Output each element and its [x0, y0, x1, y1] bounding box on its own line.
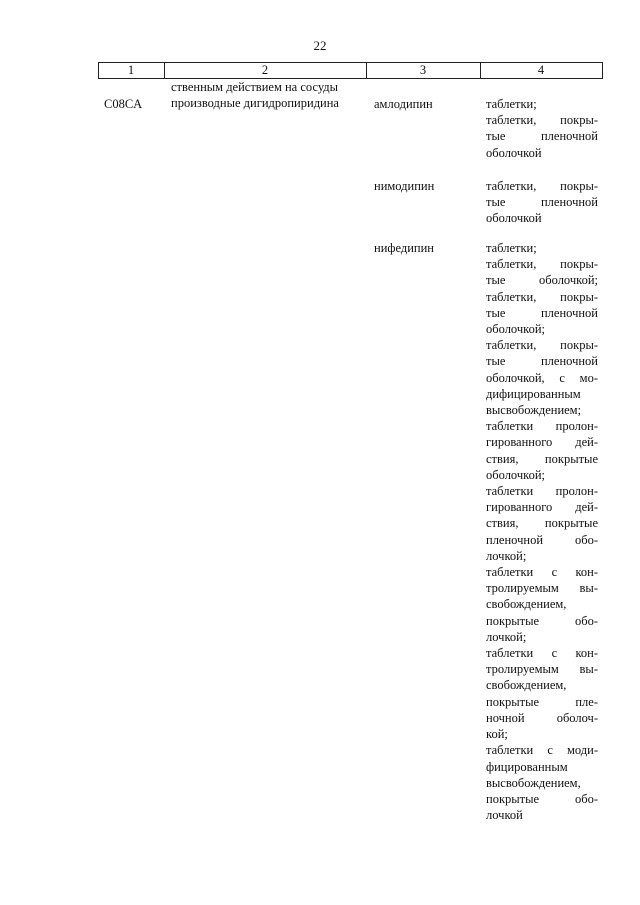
drug-name-nimodipine: нимодипин: [374, 179, 435, 193]
dosage-form-line: таблетки, покры-: [486, 113, 598, 128]
dosage-form-line: покрытые пле-: [486, 694, 598, 709]
dosage-form-line: лочкой: [486, 808, 523, 823]
atc-code: C08CA: [104, 97, 143, 111]
dosage-form-line: высвобождением,: [486, 775, 581, 790]
dosage-form-line: тролируемым вы-: [486, 662, 598, 677]
dosage-form-line: тые пленочной: [486, 129, 598, 144]
dosage-form-line: таблетки, покры-: [486, 338, 598, 353]
dosage-form-line: тые пленочной: [486, 354, 598, 369]
group-line: производные дигидропиридина: [171, 96, 339, 111]
dosage-form-line: оболочкой: [486, 211, 542, 226]
drug-name-amlodipine: амлодипин: [374, 97, 433, 111]
dosage-form-line: ночной оболоч-: [486, 710, 598, 725]
dosage-form-line: тролируемым вы-: [486, 581, 598, 596]
drug-group-name: [171, 79, 363, 111]
column-header-1: 1: [127, 63, 135, 77]
dosage-form-line: дифицированным: [486, 386, 581, 401]
dosage-form-line: тые пленочной: [486, 195, 598, 210]
dosage-form-line: гированного дей-: [486, 435, 598, 450]
dosage-form-line: лочкой;: [486, 548, 527, 563]
dosage-form-line: таблетки;: [486, 241, 537, 255]
dosage-form-line: кой;: [486, 727, 508, 742]
dosage-form-line: таблетки, покры-: [486, 289, 598, 304]
header-divider: [602, 62, 603, 78]
dosage-form-line: свобождением,: [486, 678, 567, 693]
dosage-form-line: оболочкой;: [486, 322, 545, 337]
dosage-form-line: таблетки, покры-: [486, 179, 598, 193]
column-header-4: 4: [537, 63, 545, 77]
dosage-form-line: ствия, покрытые: [486, 451, 598, 466]
dosage-forms-nimodipine: [486, 178, 598, 227]
dosage-form-line: пленочной обо-: [486, 532, 598, 547]
page-number: 22: [313, 38, 327, 53]
dosage-form-line: гированного дей-: [486, 500, 598, 515]
group-line: ственным действием на сосуды: [171, 80, 339, 94]
dosage-form-line: таблетки пролон-: [486, 419, 598, 434]
dosage-form-line: ствия, покрытые: [486, 516, 598, 531]
dosage-form-line: таблетки;: [486, 97, 537, 111]
column-header-2: 2: [261, 63, 269, 77]
dosage-form-line: высвобождением;: [486, 403, 582, 418]
dosage-form-line: таблетки с кон-: [486, 646, 598, 661]
drug-name-nifedipine: нифедипин: [374, 241, 434, 255]
dosage-form-line: таблетки с кон-: [486, 565, 598, 580]
dosage-form-line: свобождением,: [486, 597, 567, 612]
dosage-form-line: оболочкой: [486, 145, 542, 160]
dosage-form-line: таблетки пролон-: [486, 484, 598, 499]
dosage-form-line: тые пленочной: [486, 305, 598, 320]
dosage-form-line: таблетки, покры-: [486, 257, 598, 272]
dosage-form-line: тые оболочкой;: [486, 273, 598, 288]
dosage-form-line: лочкой;: [486, 629, 527, 644]
dosage-form-line: оболочкой, с мо-: [486, 370, 598, 385]
dosage-forms-nifedipine: [486, 240, 598, 823]
dosage-form-line: оболочкой;: [486, 467, 545, 482]
dosage-form-line: фицированным: [486, 759, 568, 774]
dosage-form-line: покрытые обо-: [486, 613, 598, 628]
dosage-form-line: таблетки с моди-: [486, 743, 598, 758]
dosage-forms-amlodipine: [486, 96, 598, 161]
dosage-form-line: покрытые обо-: [486, 791, 598, 806]
column-header-3: 3: [419, 63, 427, 77]
